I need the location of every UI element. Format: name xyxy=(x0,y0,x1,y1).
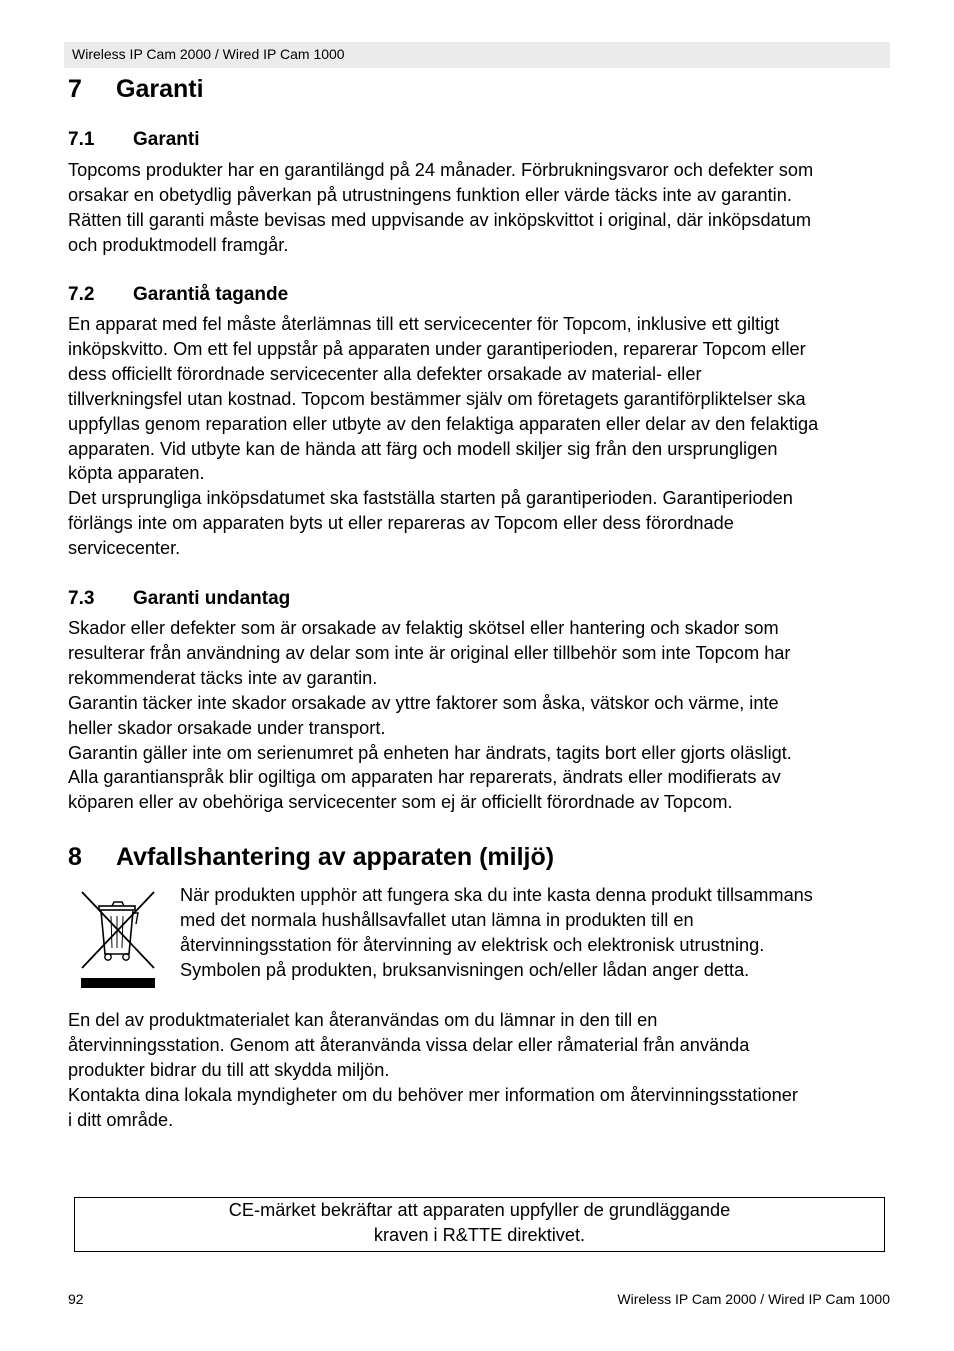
section-7-heading xyxy=(68,74,204,104)
section-number: 8 xyxy=(68,843,82,871)
section-8-heading xyxy=(68,842,554,872)
subsection-7-1-body: Topcoms produkter har en garantilängd på 24 månader. Förbrukningsvaror och defekter som orsakar en obetydlig påverkan på utrustningens funktion eller värde täcks inte av garantin. Rätten till garanti måste bevisas med uppvisande av inköpskvittot i original, där inköpsdatum och produktmodell framgår. xyxy=(68,160,814,255)
running-header-title: Wireless IP Cam 2000 / Wired IP Cam 1000 xyxy=(72,46,345,62)
section-title: Avfallshantering av apparaten (miljö) xyxy=(116,843,555,871)
crossed-out-wheelie-bin-icon xyxy=(78,888,158,990)
ce-notice-text: CE-märket bekräftar att apparaten uppfyller de grundläggande kraven i R&TTE direktivet. xyxy=(228,1200,731,1245)
subsection-title: Garanti undantag xyxy=(133,588,291,609)
subsection-7-2-heading xyxy=(68,283,288,306)
subsection-title: Garanti xyxy=(133,129,200,150)
subsection-number: 7.2 xyxy=(68,284,95,305)
subsection-number: 7.1 xyxy=(68,129,95,150)
subsection-7-3-body: Skador eller defekter som är orsakade av felaktig skötsel eller hantering och skador som resulterar från användning av delar som inte är original eller tillbehör som inte Topcom har rekommenderat täcks inte av garantin. Garantin täcker inte skador orsakade av yttre faktorer som åska, vätskor och värme, inte heller skador orsakade under transport. Garantin gäller inte om serienumret på enheten har ändrats, tagits bort eller gjorts oläsligt. Alla garantianspråk blir ogiltiga om apparaten har reparerats, ändrats eller modifierats av köparen eller av obehöriga servicecenter som ej är officiellt förordnade av Topcom. xyxy=(68,618,792,813)
section-number: 7 xyxy=(68,75,82,103)
section-title: Garanti xyxy=(116,75,204,103)
subsection-7-2-body: En apparat med fel måste återlämnas till ett servicecenter för Topcom, inklusive ett giltigt inköpskvitto. Om ett fel uppstår på apparaten under garantiperioden, reparerar Topcom eller dess officiellt förordnade servicecenter alla defekter orsakade av material- eller tillverkningsfel utan kostnad. Topcom bestämmer själv om företagets garantiförpliktelser ska uppfyllas genom reparation eller utbyte av den felaktiga apparaten eller delar av den felaktiga apparaten. Vid utbyte kan de hända att färg och modell skiljer sig från den ursprungligen köpta apparaten. Det ursprungliga inköpsdatumet ska fastställa starten på garantiperioden. Garantiperioden förlängs inte om apparaten byts ut eller repareras av Topcom eller dess förordnade servicecenter. xyxy=(68,314,819,559)
subsection-number: 7.3 xyxy=(68,588,95,609)
running-footer-title: Wireless IP Cam 2000 / Wired IP Cam 1000 xyxy=(617,1291,890,1307)
subsection-7-3-heading xyxy=(68,587,290,610)
subsection-7-1-heading xyxy=(68,128,200,151)
weee-disposal-text: När produkten upphör att fungera ska du inte kasta denna produkt tillsammans med det normala hushållsavfallet utan lämna in produkten till en återvinningsstation för återvinning av elektrisk och elektronisk utrustning. Symbolen på produkten, bruksanvisningen och/eller lådan anger detta. xyxy=(180,885,813,980)
section-8-body: En del av produktmaterialet kan återanvändas om du lämnar in den till en återvinningsstation. Genom att återanvända vissa delar eller råmaterial från använda produkter bidrar du till att skydda miljön. Kontakta dina lokala myndigheter om du behöver mer information om återvinningsstationer i ditt område. xyxy=(68,1010,798,1130)
subsection-title: Garantiå tagande xyxy=(133,284,289,305)
ce-notice-box xyxy=(74,1197,885,1252)
page-number: 92 xyxy=(68,1291,84,1307)
